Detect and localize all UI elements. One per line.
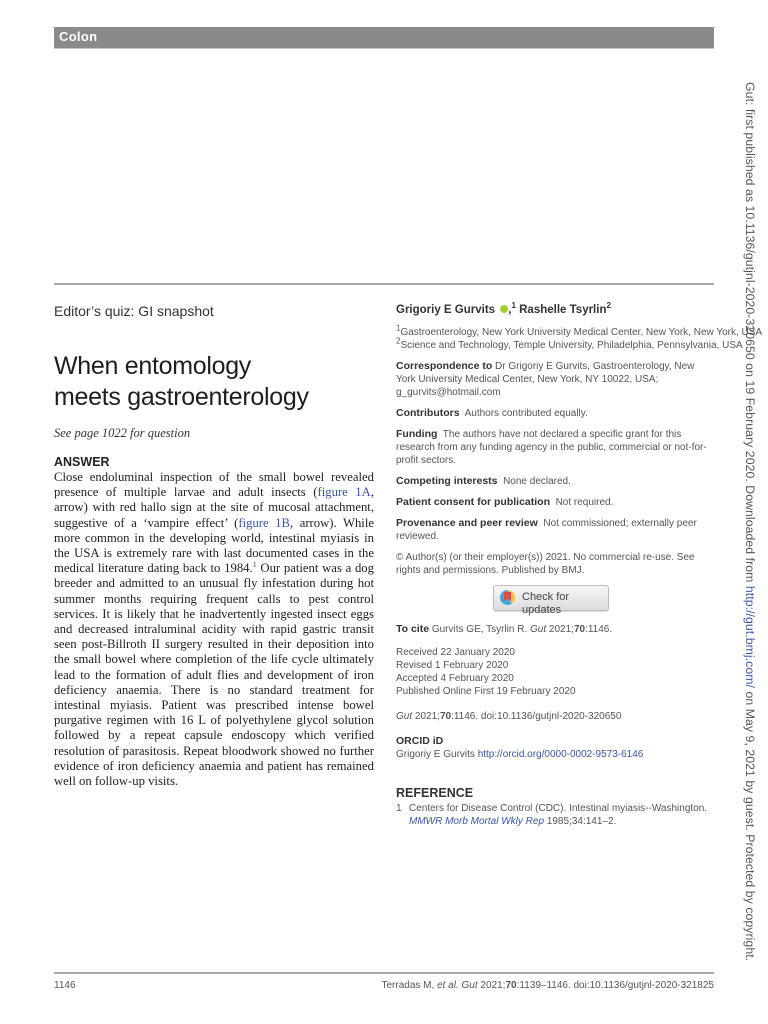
check-updates-wrap <box>396 585 714 615</box>
figure-1a-link[interactable]: figure 1A <box>317 485 371 500</box>
gut-bmj-link[interactable]: http://gut.bmj.com/ <box>743 585 757 688</box>
author-2: Rashelle Tsyrlin <box>519 304 607 316</box>
author-list: Grigoriy E Gurvits ,$^1$ Rashelle Tsyrlin$^2$ <box>396 301 611 316</box>
to-cite: To cite Gurvits GE, Tsyrlin R. Gut 2021;70:1146. <box>396 623 613 635</box>
copyright-notice: © Author(s) (or their employer(s)) 2021. No commercial re-use. See rights and permissions. Published by BMJ. <box>396 552 695 576</box>
page-number: 1146 <box>54 980 76 991</box>
footer-citation: Terradas M, et al. Gut 2021;70:1139–1146. doi:10.1136/gutjnl-2020-321825 <box>381 980 714 991</box>
section-label: Colon <box>59 29 98 44</box>
see-page-note: See page 1022 for question <box>54 426 191 440</box>
contributors: Contributors Authors contributed equally. <box>396 407 588 419</box>
date-received: Received 22 January 2020 <box>396 647 515 658</box>
title-line-2: meets gastroenterology <box>54 383 309 411</box>
author-1: Grigoriy E Gurvits <box>396 304 496 316</box>
title-line-1: When entomology <box>54 352 252 380</box>
answer-heading: ANSWER <box>54 455 110 469</box>
reference-heading: REFERENCE <box>396 786 474 800</box>
date-published: Published Online First 19 February 2020 <box>396 686 576 697</box>
correspondence: Correspondence to Dr Grigoriy E Gurvits, Gastroenterology, New York University Medical Center, New York, NY 10022, USA; g_gurvits@hotmail.com <box>396 360 695 398</box>
orcid-section <box>396 735 714 761</box>
orcid-heading: ORCID iD <box>396 735 444 747</box>
article-column <box>54 300 374 789</box>
orcid-link[interactable]: http://orcid.org/0000-0002-9573-6146 <box>477 749 644 760</box>
top-divider <box>54 283 714 285</box>
crossmark-icon <box>500 590 515 605</box>
answer-body: Close endoluminal inspection of the small bowel revealed presence of multiple larvae and adult insects (figure 1A, arrow) with red hallo sign at the site of mucosal attachment, suggestive of a ‘vampire effect’ (figure 1B, arrow). While more common in the developing world, intestinal myiasis in the USA is extremely rare with last documented cases in the medical literature dating back to 1984.$^1$ Our patient was a dog breeder and admitted to an unusual fly infestation during hot summer months requiring frequent calls to pest control services. It is likely that he inadvertently ingested insect eggs and decreased intraluminal acidity with rapid gastric transit seen post-Billroth II surgery resulted in their deposition into the small bowel where completion of the life cycle ultimately lead to the formation of adult flies and development of iron deficiency anaemia. There is no standard treatment for intestinal myiasis. Patient was prescribed intense bowel purgative regimen with 16 L of polyethylene glycol solution followed by a repeat capsule endoscopy which verified resolution of parasitosis. Repeat bloodwork showed no further evidence of iron deficiency anaemia and patient has remained well on follow-up visits. <box>54 470 374 789</box>
section-header-bar <box>54 27 714 49</box>
affiliation-1: $^1$Gastroenterology, New York University Medical Center, New York, New York, USA <box>396 323 763 338</box>
article-kicker: Editor’s quiz: GI snapshot <box>54 303 214 319</box>
date-revised: Revised 1 February 2020 <box>396 660 509 671</box>
article-dates <box>396 646 714 698</box>
reference-1-link[interactable]: 1 <box>252 559 257 569</box>
orcid-author: Grigoriy E Gurvits <box>396 749 475 760</box>
affiliation-2: $^2$Science and Technology, Temple University, Philadelphia, Pennsylvania, USA <box>396 336 743 351</box>
patient-consent: Patient consent for publication Not required. <box>396 496 614 508</box>
check-for-updates-button[interactable] <box>493 585 609 616</box>
bottom-divider <box>54 972 714 974</box>
funding: Funding The authors have not declared a specific grant for this research from any funding agency in the public, commercial or not-for-profit sectors. <box>396 428 707 466</box>
side-download-note: Gut: first published as 10.1136/gutjnl-2020-320650 on 19 February 2020. Downloaded from http://gut.bmj.com/ on May 9, 2021 by guest. Protected by copyright. <box>743 82 757 962</box>
figure-1b-link[interactable]: figure 1B <box>238 515 290 530</box>
reference-item: 1 Centers for Disease Control (CDC). Intestinal myiasis--Washington. MMWR Morb Mortal Wkly Rep 1985;34:141–2. <box>396 803 708 827</box>
check-for-updates-label: Check for updates <box>522 591 570 616</box>
affiliations <box>396 323 763 352</box>
provenance: Provenance and peer review Not commissioned; externally peer reviewed. <box>396 517 697 542</box>
article-title <box>54 351 374 413</box>
reference-number: 1 <box>396 803 402 814</box>
date-accepted: Accepted 4 February 2020 <box>396 673 514 684</box>
doi-line: Gut 2021;70:1146. doi:10.1136/gutjnl-2020-320650 <box>396 711 622 722</box>
reference-journal-link[interactable]: MMWR Morb Mortal Wkly Rep <box>409 816 545 827</box>
competing-interests: Competing interests None declared. <box>396 475 571 487</box>
